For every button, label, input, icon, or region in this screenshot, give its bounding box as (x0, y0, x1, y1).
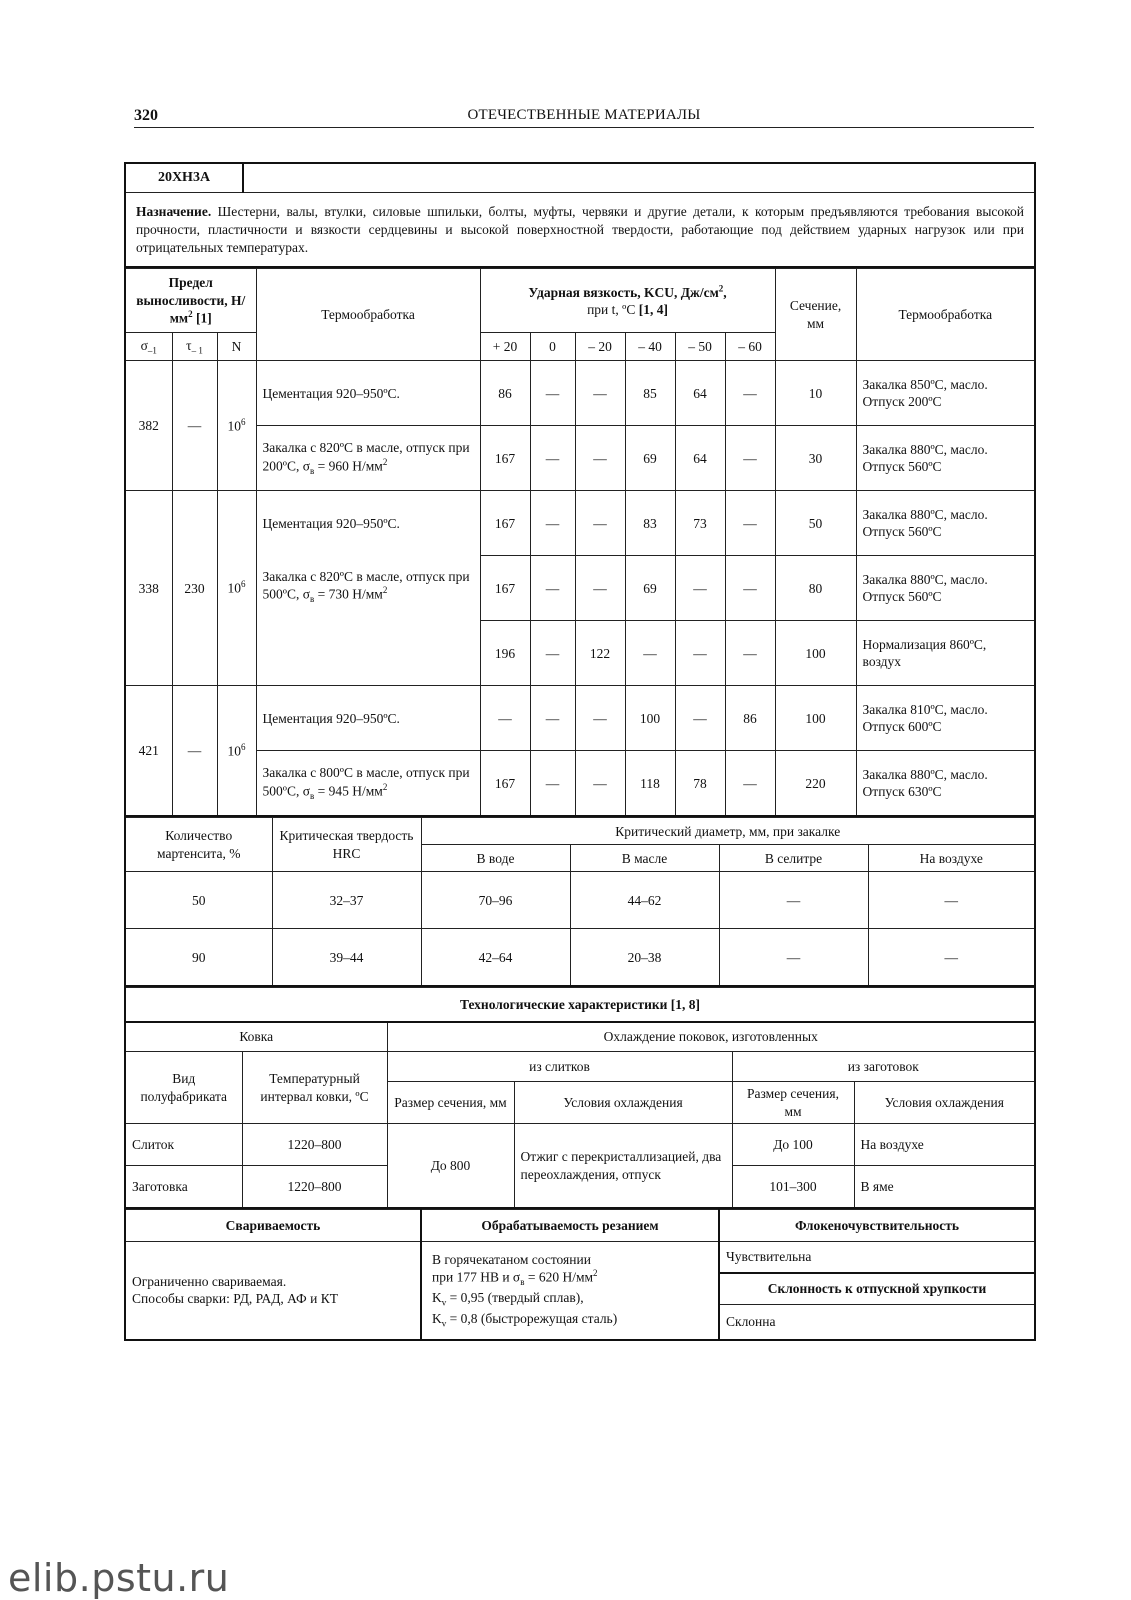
billet-section-value: До 100 (732, 1124, 854, 1166)
cooling-conditions-header: Условия охлаждения (514, 1082, 732, 1124)
heat-treatment2-header: Термообработка (856, 269, 1035, 361)
kcu-value: — (530, 361, 575, 426)
table-row (125, 556, 1035, 621)
kcu-value: — (530, 556, 575, 621)
kcu-value: — (725, 556, 775, 621)
tau-header: $\tau_{- 1}$ (172, 333, 217, 361)
kcu-value: 73 (675, 491, 725, 556)
hardness-value: 39–44 (272, 929, 421, 987)
treatment-cell: Закалка с 820ºС в масле, отпуск при 200ºС, $\sigma_в = 960$ $Н/мм^2$ (256, 426, 480, 491)
diameter-value: 44–62 (570, 872, 719, 929)
treatment2-cell: Нормализация 860ºС, воздух (856, 621, 1035, 686)
section-value: 100 (775, 621, 856, 686)
kcu-value: 69 (625, 426, 675, 491)
diameter-value: 42–64 (421, 929, 570, 987)
sigma-value: 421 (125, 686, 172, 817)
martensite-header: Количество мартенсита, % (125, 818, 272, 872)
diameter-value: 70–96 (421, 872, 570, 929)
temp-col-header: – 60 (725, 333, 775, 361)
kcu-value: — (675, 621, 725, 686)
table-row (125, 929, 1035, 987)
ingot-cooling-value: Отжиг с перекристаллизацией, два переохлаждения, отпуск (514, 1124, 732, 1208)
treatment-cell: Закалка с 820ºС в масле, отпуск при 500ºС, $\sigma_в = 730$ $Н/мм^2$ (256, 556, 480, 686)
kcu-value: 64 (675, 361, 725, 426)
weldability-header: Свариваемость (125, 1209, 421, 1241)
kcu-value: 69 (625, 556, 675, 621)
tau-value: — (172, 686, 217, 817)
temp-col-header: 0 (530, 333, 575, 361)
kcu-value: — (675, 686, 725, 751)
section-size-header: Размер сечения, мм (387, 1082, 514, 1124)
table-row (125, 686, 1035, 751)
kcu-value: — (725, 491, 775, 556)
diameter-value: — (719, 872, 868, 929)
diameter-value: 20–38 (570, 929, 719, 987)
section-size-header: Размер сечения, мм (732, 1082, 854, 1124)
running-head (134, 107, 1034, 128)
page-number: 320 (134, 107, 158, 124)
kcu-value: 196 (480, 621, 530, 686)
tau-value: 230 (172, 491, 217, 686)
treatment2-cell: Закалка 880ºС, масло. Отпуск 560ºС (856, 491, 1035, 556)
kcu-value: — (575, 426, 625, 491)
kcu-value: 118 (625, 751, 675, 817)
kcu-value: 167 (480, 751, 530, 817)
material-card (124, 162, 1036, 1341)
temper-value: Склонна (726, 1314, 776, 1330)
temp-col-header: – 50 (675, 333, 725, 361)
machinability-value: В горячекатаном состоянии при 177 НВ и $\sigma_в = 620$ $Н/мм^2$ $K_v = 0,95$ (твердый сплав), $K_v = 0,8$ (быстрорежущая сталь) (421, 1241, 719, 1340)
impact-header: Ударная вязкость, KCU, $Дж/см^2$, при t, ºС [1, 4] (480, 269, 775, 333)
kcu-value: — (725, 621, 775, 686)
kcu-value: — (675, 556, 725, 621)
purpose-text: Шестерни, валы, втулки, силовые шпильки, болты, муфты, червяки и другие детали, к которым предъявляются требования высокой прочности, пластичности и вязкости сердцевины и высокой поверхностной твердости, работающие под действием ударных нагрузок или при отрицательных температурах. (136, 204, 1024, 255)
grade-blank-cell (243, 163, 1035, 193)
flake-header: Флокеночувствительность (719, 1209, 1035, 1241)
product-value: Слиток (125, 1124, 242, 1166)
hardness-value: 32–37 (272, 872, 421, 929)
medium-header: В воде (421, 845, 570, 872)
heat-treatment-header: Термообработка (256, 269, 480, 361)
kcu-value: 167 (480, 491, 530, 556)
product-header: Вид полуфабриката (125, 1052, 242, 1124)
treatment-cell: Цементация 920–950ºС. (256, 491, 480, 556)
n-header: N (217, 333, 256, 361)
kcu-value: — (575, 751, 625, 817)
interval-value: 1220–800 (242, 1166, 387, 1208)
table-row (125, 426, 1035, 491)
kcu-value: — (725, 751, 775, 817)
martensite-value: 50 (125, 872, 272, 929)
cooling-conditions-header: Условия охлаждения (854, 1082, 1035, 1124)
section-value: 50 (775, 491, 856, 556)
treatment2-cell: Закалка 880ºС, масло. Отпуск 560ºС (856, 426, 1035, 491)
section-value: 30 (775, 426, 856, 491)
kcu-value: — (575, 491, 625, 556)
table-row (125, 361, 1035, 426)
tau-value: — (172, 361, 217, 491)
table-row (125, 872, 1035, 929)
section-value: 10 (775, 361, 856, 426)
temp-interval-header: Температурный интервал ковки, ºС (242, 1052, 387, 1124)
forging-header: Ковка (125, 1022, 387, 1052)
temper-header: Склонность к отпускной хрупкости (720, 1273, 1034, 1305)
weldability-value: Ограниченно свариваемая. Способы сварки: РД, РАД, АФ и КТ (125, 1241, 421, 1340)
kcu-value: — (530, 751, 575, 817)
martensite-value: 90 (125, 929, 272, 987)
treatment2-cell: Закалка 880ºС, масло. Отпуск 630ºС (856, 751, 1035, 817)
section-value: 80 (775, 556, 856, 621)
diameter-value: — (868, 872, 1035, 929)
kcu-value: 85 (625, 361, 675, 426)
ingot-section-value: До 800 (387, 1124, 514, 1208)
n-value: $10^6$ (217, 361, 256, 491)
kcu-value: 78 (675, 751, 725, 817)
product-value: Заготовка (125, 1166, 242, 1208)
section-header: Сечение, мм (775, 269, 856, 361)
billet-cooling-value: На воздухе (854, 1124, 1035, 1166)
kcu-value: 64 (675, 426, 725, 491)
kcu-value: 167 (480, 556, 530, 621)
medium-header: В селитре (719, 845, 868, 872)
n-value: $10^6$ (217, 686, 256, 817)
diameter-value: — (868, 929, 1035, 987)
kcu-value: — (725, 361, 775, 426)
cooling-header: Охлаждение поковок, изготовленных (387, 1022, 1035, 1052)
treatment-cell: Закалка с 800ºС в масле, отпуск при 500ºС, $\sigma_в = 945$ $Н/мм^2$ (256, 751, 480, 817)
treatment-cell: Цементация 920–950ºС. (256, 361, 480, 426)
sigma-value: 338 (125, 491, 172, 686)
diameter-header: Критический диаметр, мм, при закалке (421, 818, 1035, 845)
watermark: elib.pstu.ru (8, 1556, 230, 1600)
kcu-value: 167 (480, 426, 530, 491)
temp-col-header: – 40 (625, 333, 675, 361)
kcu-value: — (530, 426, 575, 491)
section-value: 220 (775, 751, 856, 817)
flake-temper-cell (719, 1241, 1035, 1340)
kcu-value: — (575, 686, 625, 751)
kcu-value: — (530, 491, 575, 556)
tech-table (124, 987, 1036, 1209)
billet-section-value: 101–300 (732, 1166, 854, 1208)
medium-header: В масле (570, 845, 719, 872)
section-value: 100 (775, 686, 856, 751)
kcu-value: 100 (625, 686, 675, 751)
table-row (125, 1124, 1035, 1166)
flake-temper-subtable (720, 1242, 1034, 1339)
temp-col-header: + 20 (480, 333, 530, 361)
n-value: $10^6$ (217, 491, 256, 686)
kcu-value: 122 (575, 621, 625, 686)
machinability-header: Обрабатываемость резанием (421, 1209, 719, 1241)
tech-title: Технологические характеристики [1, 8] (125, 988, 1035, 1022)
billet-cooling-value: В яме (854, 1166, 1035, 1208)
kcu-value: 83 (625, 491, 675, 556)
treatment2-cell: Закалка 810ºС, масло. Отпуск 600ºС (856, 686, 1035, 751)
book-title: ОТЕЧЕСТВЕННЫЕ МАТЕРИАЛЫ (467, 107, 701, 123)
table-row (125, 491, 1035, 556)
flake-value: Чувствительна (720, 1242, 1034, 1273)
from-billets-header: из заготовок (732, 1052, 1035, 1082)
purpose-label: Назначение. (136, 204, 212, 219)
purpose-paragraph (125, 193, 1035, 268)
treatment2-cell: Закалка 850ºС, масло. Отпуск 200ºС (856, 361, 1035, 426)
kcu-value: — (625, 621, 675, 686)
diameter-value: — (719, 929, 868, 987)
kcu-value: — (575, 556, 625, 621)
from-ingots-header: из слитков (387, 1052, 732, 1082)
medium-header: На воздухе (868, 845, 1035, 872)
grade-code: 20ХН3А (125, 163, 243, 193)
interval-value: 1220–800 (242, 1124, 387, 1166)
kcu-value: — (530, 621, 575, 686)
kcu-value: 86 (480, 361, 530, 426)
hardness-header: Критическая твердость HRC (272, 818, 421, 872)
endurance-header: Предел выносливости, $Н/мм^2$ [1] (125, 269, 256, 333)
fatigue-impact-table (124, 268, 1036, 817)
temp-col-header: – 20 (575, 333, 625, 361)
treatment2-cell: Закалка 880ºС, масло. Отпуск 560ºС (856, 556, 1035, 621)
sigma-value: 382 (125, 361, 172, 491)
treatment-cell: Цементация 920–950ºС. (256, 686, 480, 751)
hardenability-table (124, 817, 1036, 987)
grade-table (124, 162, 1036, 268)
kcu-value: — (480, 686, 530, 751)
kcu-value: — (530, 686, 575, 751)
properties-table (124, 1209, 1036, 1341)
kcu-value: — (575, 361, 625, 426)
table-row (125, 751, 1035, 817)
kcu-value: 86 (725, 686, 775, 751)
kcu-value: — (725, 426, 775, 491)
sigma-header: $\sigma_{-1}$ (125, 333, 172, 361)
